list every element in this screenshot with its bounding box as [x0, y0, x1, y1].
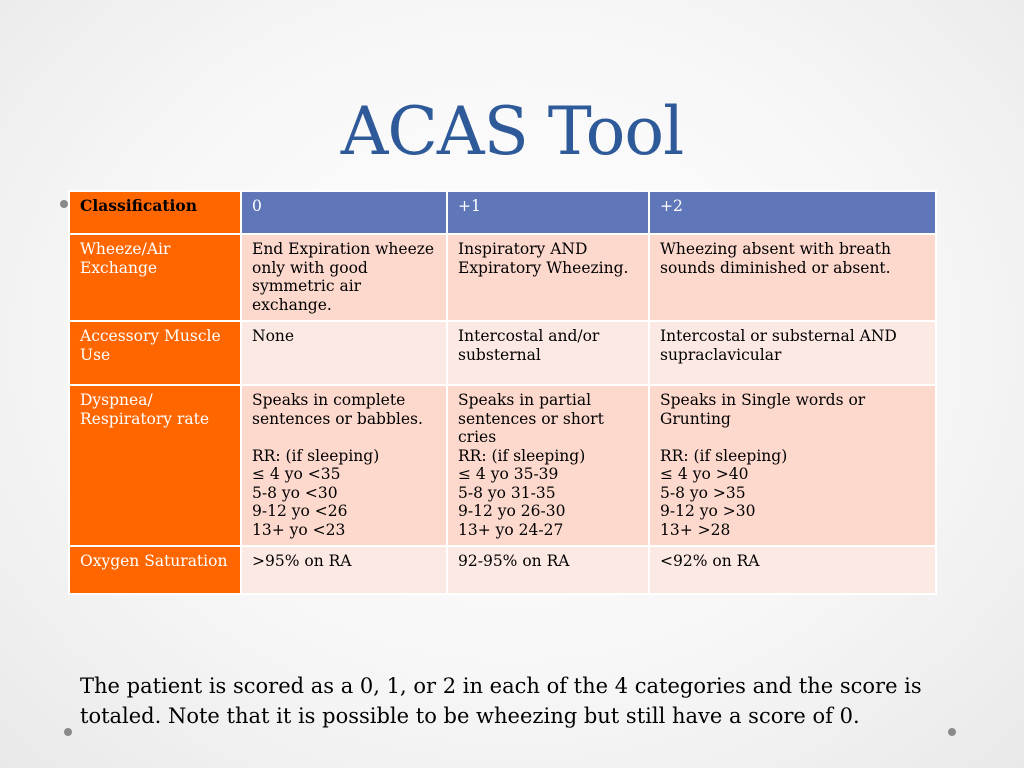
- table-row: [69, 385, 936, 546]
- footer-note: The patient is scored as a 0, 1, or 2 in each of the 4 categories and the score is totaled. Note that it is possible to be wheezing but still have a score of 0.: [80, 674, 922, 728]
- row-label-oxygen: Oxygen Saturation: [69, 546, 241, 594]
- header-score-2: +2: [649, 191, 936, 234]
- table-cell: <92% on RA: [660, 552, 760, 570]
- table-cell: >95% on RA: [252, 552, 352, 570]
- header-score-1: +1: [447, 191, 649, 234]
- header-classification: Classification: [69, 191, 241, 234]
- row-label-dyspnea: Dyspnea/ Respiratory rate: [69, 385, 241, 546]
- row-label-accessory-muscle: Accessory Muscle Use: [69, 321, 241, 385]
- acas-table: [68, 190, 937, 595]
- table-cell: Speaks in Single words or Grunting RR: (if sleeping) ≤ 4 yo >40 5-8 yo >35 9-12 yo >30 13+ >28: [660, 391, 866, 539]
- table-cell: Wheezing absent with breath sounds diminished or absent.: [660, 240, 891, 277]
- table-cell: Intercostal or substernal AND supraclavicular: [660, 327, 897, 364]
- table-row: [69, 234, 936, 321]
- table-cell: Speaks in partial sentences or short cries RR: (if sleeping) ≤ 4 yo 35-39 5-8 yo 31-35 9-12 yo 26-30 13+ yo 24-27: [458, 391, 604, 539]
- table-cell: None: [252, 327, 295, 345]
- table-header-row: [69, 191, 936, 234]
- table-cell: Speaks in complete sentences or babbles. RR: (if sleeping) ≤ 4 yo <35 5-8 yo <30 9-12 yo <26 13+ yo <23: [252, 391, 423, 539]
- header-score-0: 0: [241, 191, 447, 234]
- table-cell: 92-95% on RA: [458, 552, 570, 570]
- slide-title: ACAS Tool: [340, 93, 684, 170]
- table-cell: Intercostal and/or substernal: [458, 327, 600, 364]
- table-cell: End Expiration wheeze only with good symmetric air exchange.: [252, 240, 435, 314]
- corner-dot-icon: [64, 728, 72, 736]
- table-row: [69, 321, 936, 385]
- row-label-wheeze: Wheeze/Air Exchange: [69, 234, 241, 321]
- table-row: [69, 546, 936, 594]
- table-cell: Inspiratory AND Expiratory Wheezing.: [458, 240, 629, 277]
- corner-dot-icon: [948, 728, 956, 736]
- bullet-dot-icon: [60, 200, 68, 208]
